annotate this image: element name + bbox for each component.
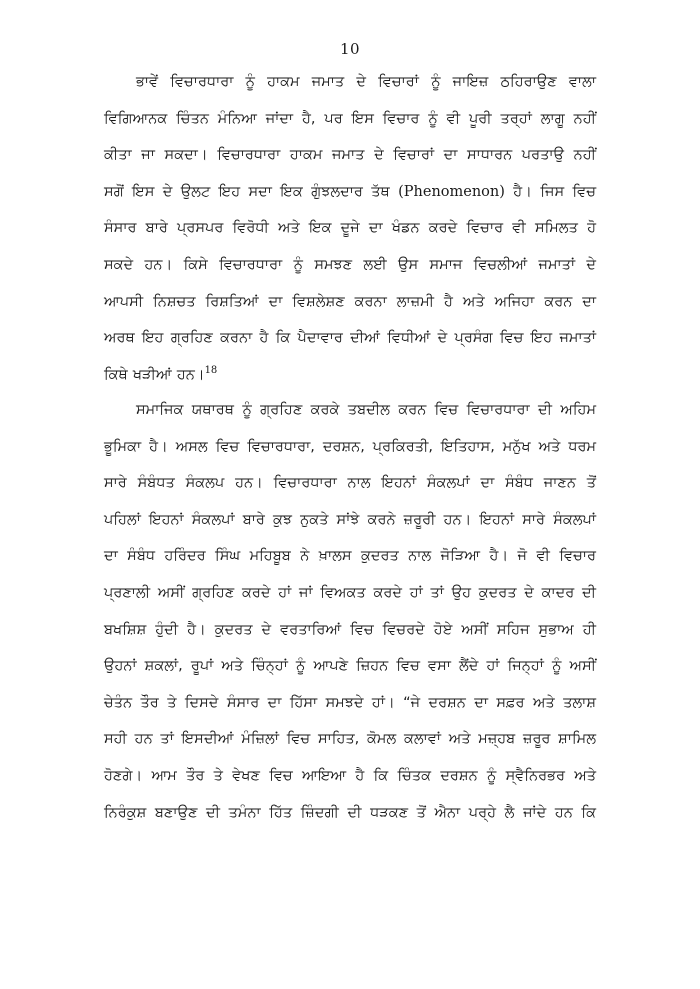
paragraph-2-line-1: ਸਮਾਜਿਕ ਯਥਾਰਥ ਨੂੰ ਗ੍ਰਹਿਣ ਕਰਕੇ ਤਬਦੀਲ ਕਰਨ ਵਿਚ ਵਿਚਾਰਧਾਰਾ ਦੀ ਅਹਿਮ xyxy=(136,402,596,418)
paragraph-2-line-3: ਸਾਰੇ ਸੰਬੰਧਤ ਸੰਕਲਪ ਹਨ। ਵਿਚਾਰਧਾਰਾ ਨਾਲ ਇਹਨਾਂ ਸੰਕਲਪਾਂ ਦਾ ਸੰਬੰਧ ਜਾਣਨ ਤੋਂ xyxy=(104,475,596,492)
paragraph-1-last-text: ਕਿਥੇ ਖੜੀਆਂ ਹਨ। xyxy=(104,366,205,383)
paragraph-2-line-9: ਚੇਤੰਨ ਤੌਰ ਤੇ ਦਿਸਦੇ ਸੰਸਾਰ ਦਾ ਹਿੱਸਾ ਸਮਝਦੇ ਹਾਂ। “ਜੇ ਦਰਸ਼ਨ ਦਾ ਸਫ਼ਰ ਅਤੇ ਤਲਾਸ਼ xyxy=(104,694,596,711)
paragraph-1 xyxy=(104,64,596,393)
paragraph-1-line-7: ਆਪਸੀ ਨਿਸ਼ਚਤ ਰਿਸ਼ਤਿਆਂ ਦਾ ਵਿਸ਼ਲੇਸ਼ਣ ਕਰਨਾ ਲਾਜ਼ਮੀ ਹੈ ਅਤੇ ਅਜਿਹਾ ਕਰਨ ਦਾ xyxy=(104,293,596,310)
paragraph-2-line-11: ਹੋਣਗੇ। ਆਮ ਤੌਰ ਤੇ ਵੇਖਣ ਵਿਚ ਆਇਆ ਹੈ ਕਿ ਚਿੰਤਕ ਦਰਸ਼ਨ ਨੂੰ ਸ੍ਵੈਨਿਰਭਰ ਅਤੇ xyxy=(104,767,596,784)
paragraph-1-line-8: ਅਰਥ ਇਹ ਗ੍ਰਹਿਣ ਕਰਨਾ ਹੈ ਕਿ ਪੈਦਾਵਾਰ ਦੀਆਂ ਵਿਧੀਆਂ ਦੇ ਪ੍ਰਸੰਗ ਵਿਚ ਇਹ ਜਮਾਤਾਂ xyxy=(104,330,596,347)
paragraph-2-line-12: ਨਿਰੰਕੁਸ਼ ਬਣਾਉਣ ਦੀ ਤਮੰਨਾ ਹਿੱਤ ਜ਼ਿੰਦਗੀ ਦੀ ਧੜਕਣ ਤੋਂ ਐਨਾ ਪਰ੍ਹੇ ਲੈ ਜਾਂਦੇ ਹਨ ਕਿ xyxy=(104,804,596,821)
paragraph-1-line-4 xyxy=(104,174,596,211)
line-4-text-after: ਹੈ। ਜਿਸ ਵਿਚ xyxy=(513,183,597,200)
footnote-reference[interactable]: 18 xyxy=(204,364,218,376)
paragraph-2-line-2: ਭੂਮਿਕਾ ਹੈ। ਅਸਲ ਵਿਚ ਵਿਚਾਰਧਾਰਾ, ਦਰਸ਼ਨ, ਪ੍ਰਕਿਰਤੀ, ਇਤਿਹਾਸ, ਮਨੁੱਖ ਅਤੇ ਧਰਮ xyxy=(104,438,596,455)
paragraph-1-line-9 xyxy=(104,357,596,394)
paragraph-1-line-5: ਸੰਸਾਰ ਬਾਰੇ ਪ੍ਰਸਪਰ ਵਿਰੋਧੀ ਅਤੇ ਇਕ ਦੂਜੇ ਦਾ ਖੰਡਨ ਕਰਦੇ ਵਿਚਾਰ ਵੀ ਸਮਿਲਤ ਹੋ xyxy=(104,220,596,237)
paragraph-1-line-1: ਭਾਵੇਂ ਵਿਚਾਰਧਾਰਾ ਨੂੰ ਹਾਕਮ ਜਮਾਤ ਦੇ ਵਿਚਾਰਾਂ ਨੂੰ ਜਾਇਜ਼ ਠਹਿਰਾਉਣ ਵਾਲਾ xyxy=(136,74,596,90)
paragraph-1-line-3: ਕੀਤਾ ਜਾ ਸਕਦਾ। ਵਿਚਾਰਧਾਰਾ ਹਾਕਮ ਜਮਾਤ ਦੇ ਵਿਚਾਰਾਂ ਦਾ ਸਾਧਾਰਨ ਪਰਤਾਉ ਨਹੀਂ xyxy=(104,147,596,164)
paragraph-1-line-2: ਵਿਗਿਆਨਕ ਚਿੰਤਨ ਮੰਨਿਆ ਜਾਂਦਾ ਹੈ, ਪਰ ਇਸ ਵਿਚਾਰ ਨੂੰ ਵੀ ਪੂਰੀ ਤਰ੍ਹਾਂ ਲਾਗੂ ਨਹੀਂ xyxy=(104,110,596,127)
paragraph-2-line-5: ਦਾ ਸੰਬੰਧ ਹਰਿੰਦਰ ਸਿੰਘ ਮਹਿਬੂਬ ਨੇ ਖ਼ਾਲਸ ਕੁਦਰਤ ਨਾਲ ਜੋੜਿਆ ਹੈ। ਜੋ ਵੀ ਵਿਚਾਰ xyxy=(104,548,596,565)
paragraph-2-line-10: ਸਹੀ ਹਨ ਤਾਂ ਇਸਦੀਆਂ ਮੰਜ਼ਿਲਾਂ ਵਿਚ ਸਾਹਿਤ, ਕੋਮਲ ਕਲਾਵਾਂ ਅਤੇ ਮਜ਼੍ਹਬ ਜ਼ਰੂਰ ਸ਼ਾਮਿਲ xyxy=(104,731,596,748)
paragraph-2-line-8: ਉਹਨਾਂ ਸ਼ਕਲਾਂ, ਰੂਪਾਂ ਅਤੇ ਚਿੰਨ੍ਹਾਂ ਨੂੰ ਆਪਣੇ ਜ਼ਿਹਨ ਵਿਚ ਵਸਾ ਲੈਂਦੇ ਹਾਂ ਜਿਨ੍ਹਾਂ ਨੂੰ ਅਸੀਂ xyxy=(104,658,596,675)
paragraph-2-line-7: ਬਖਸ਼ਿਸ਼ ਹੁੰਦੀ ਹੈ। ਕੁਦਰਤ ਦੇ ਵਰਤਾਰਿਆਂ ਵਿਚ ਵਿਚਰਦੇ ਹੋਏ ਅਸੀਂ ਸਹਿਜ ਸੁਭਾਅ ਹੀ xyxy=(104,621,596,638)
paragraph-1-line-6: ਸਕਦੇ ਹਨ। ਕਿਸੇ ਵਿਚਾਰਧਾਰਾ ਨੂੰ ਸਮਝਣ ਲਈ ਉਸ ਸਮਾਜ ਵਿਚਲੀਆਂ ਜਮਾਤਾਂ ਦੇ xyxy=(104,256,596,273)
page-number: 10 xyxy=(339,40,361,58)
line-4-latin-term: (Phenomenon) xyxy=(398,183,505,200)
paragraph-2-line-6: ਪ੍ਰਣਾਲੀ ਅਸੀਂ ਗ੍ਰਹਿਣ ਕਰਦੇ ਹਾਂ ਜਾਂ ਵਿਅਕਤ ਕਰਦੇ ਹਾਂ ਤਾਂ ਉਹ ਕੁਦਰਤ ਦੇ ਕਾਦਰ ਦੀ xyxy=(104,584,596,601)
paragraph-2-line-4: ਪਹਿਲਾਂ ਇਹਨਾਂ ਸੰਕਲਪਾਂ ਬਾਰੇ ਕੁਝ ਨੁਕਤੇ ਸਾਂਝੇ ਕਰਨੇ ਜ਼ਰੂਰੀ ਹਨ। ਇਹਨਾਂ ਸਾਰੇ ਸੰਕਲਪਾਂ xyxy=(104,511,596,528)
paragraph-2 xyxy=(104,392,596,831)
line-4-text-before: ਸਗੋਂ ਇਸ ਦੇ ਉਲਟ ਇਹ ਸਦਾ ਇਕ ਗੁੰਝਲਦਾਰ ਤੱਥ xyxy=(104,183,390,200)
